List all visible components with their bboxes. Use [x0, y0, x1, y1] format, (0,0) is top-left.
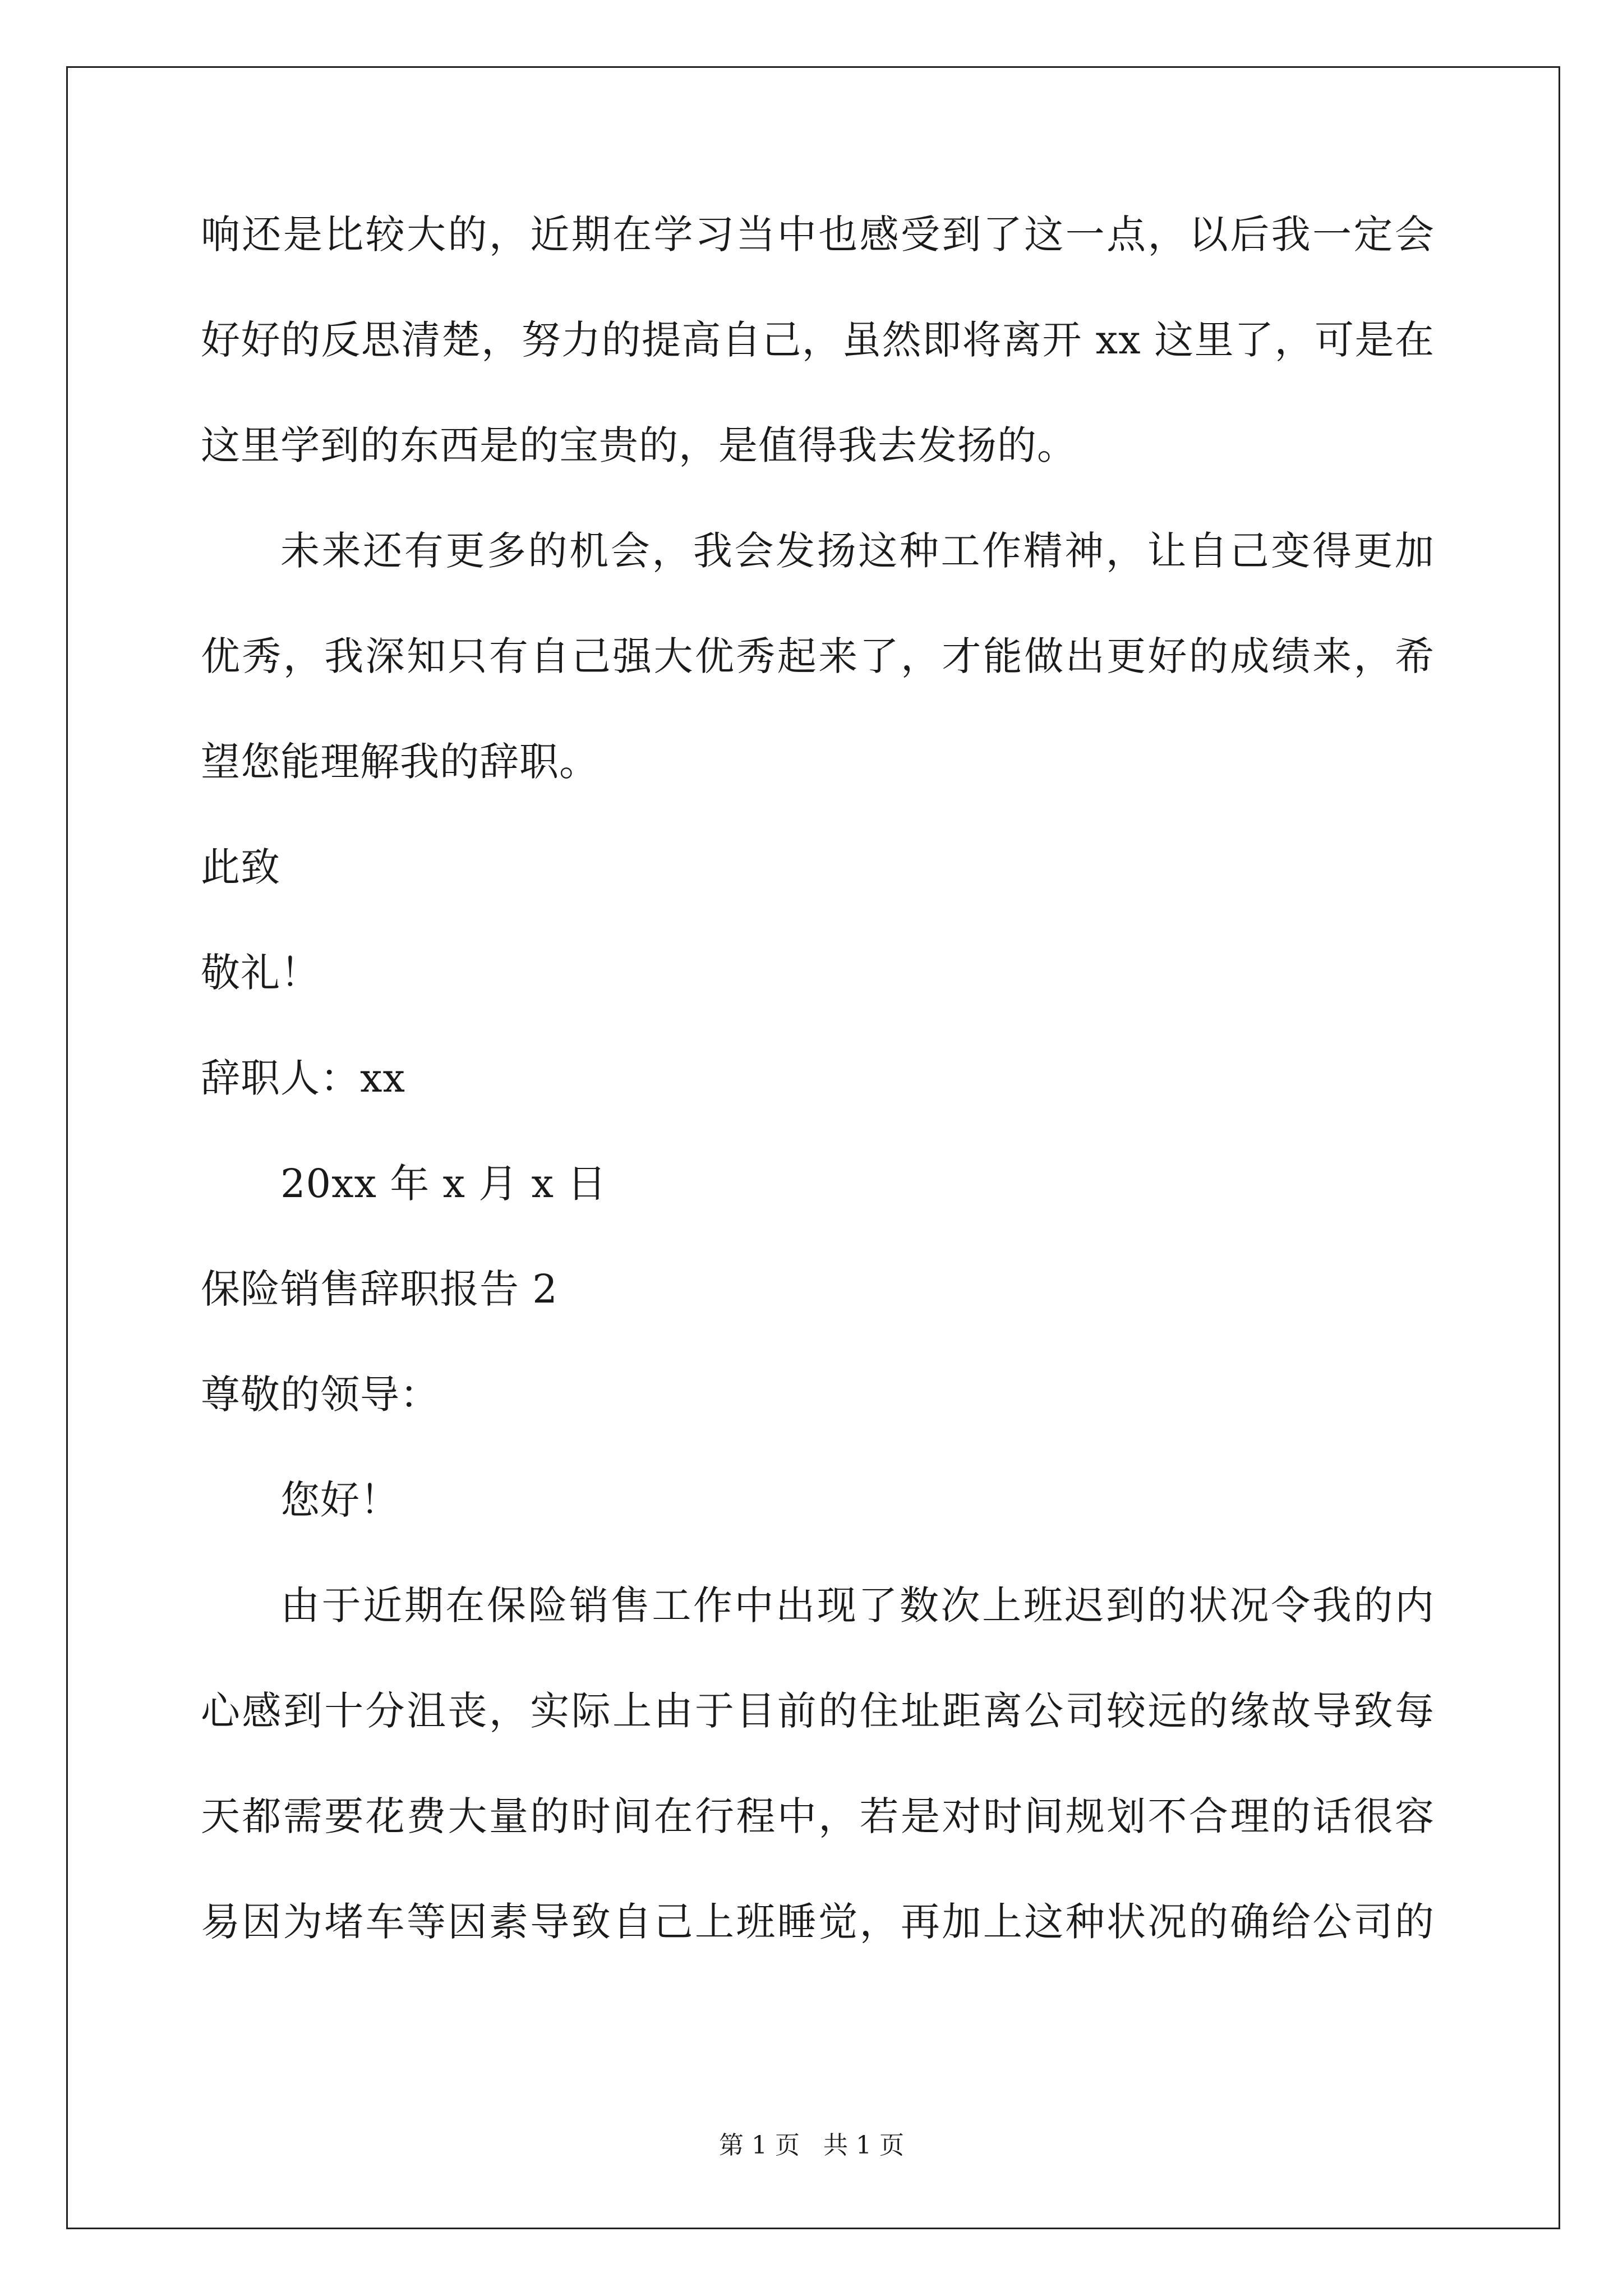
text-line: 易因为堵车等因素导致自己上班睡觉，再加上这种状况的确给公司的	[201, 1899, 1435, 1945]
text-line: 由于近期在保险销售工作中出现了数次上班迟到的状况令我的内	[280, 1582, 1435, 1628]
greeting: 尊敬的领导：	[201, 1372, 440, 1418]
date-line: 20xx 年 x 月 x 日	[280, 1161, 607, 1207]
text-line: 望您能理解我的辞职。	[201, 739, 599, 785]
text-line: 天都需要花费大量的时间在行程中，若是对时间规划不合理的话很容	[201, 1793, 1435, 1839]
section-title: 保险销售辞职报告 2	[201, 1266, 558, 1312]
closing-regards: 敬礼！	[201, 950, 320, 996]
signature-line: 辞职人：xx	[201, 1055, 405, 1101]
text-line: 优秀，我深知只有自己强大优秀起来了，才能做出更好的成绩来，希	[201, 633, 1435, 679]
text-line: 这里学到的东西是的宝贵的，是值得我去发扬的。	[201, 422, 1077, 468]
text-line: 心感到十分沮丧，实际上由于目前的住址距离公司较远的缘故导致每	[201, 1688, 1435, 1734]
page-footer: 第 1 页 共 1 页	[719, 2131, 904, 2160]
greeting-hello: 您好！	[280, 1477, 400, 1523]
text-line: 未来还有更多的机会，我会发扬这种工作精神，让自己变得更加	[280, 528, 1435, 574]
text-line: 响还是比较大的，近期在学习当中也感受到了这一点，以后我一定会	[201, 211, 1435, 257]
text-line: 好好的反思清楚，努力的提高自己，虽然即将离开 xx 这里了，可是在	[201, 317, 1435, 363]
closing-salutation: 此致	[201, 844, 280, 890]
